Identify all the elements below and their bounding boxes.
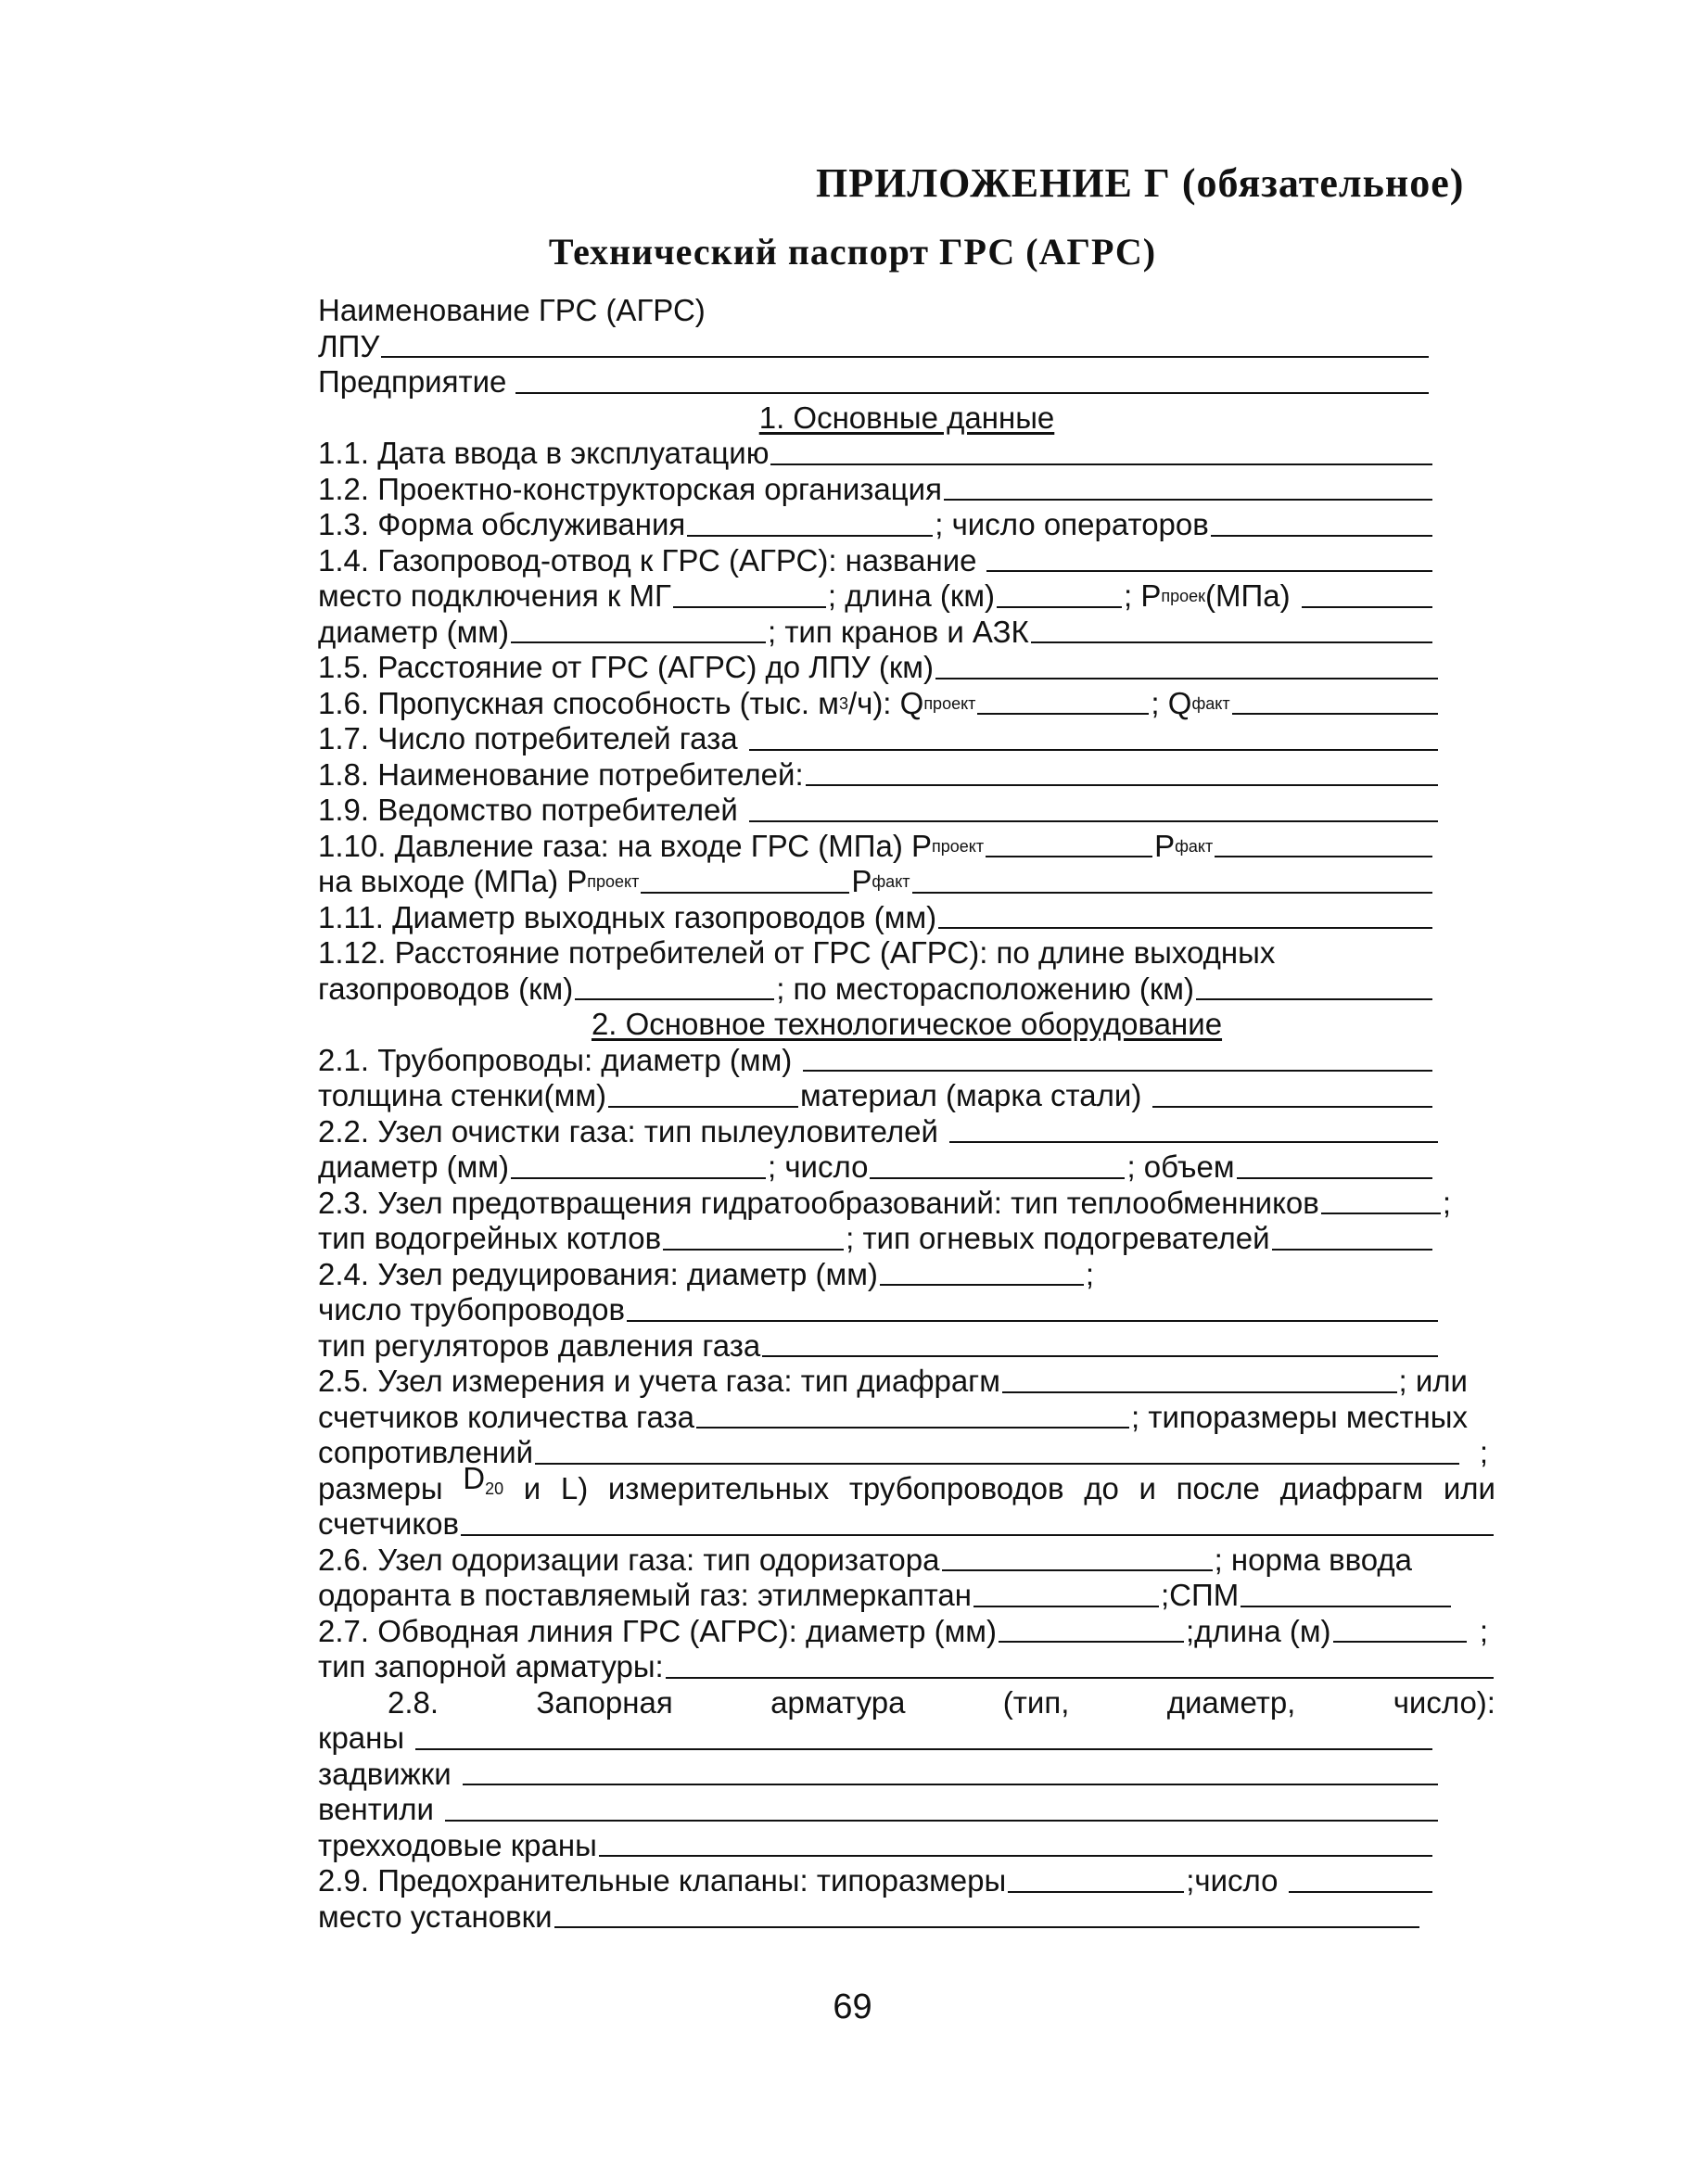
pipe-diameter-field[interactable]	[803, 1046, 1432, 1072]
inlet-pressure-actual-sub: факт	[1175, 836, 1214, 856]
odorizer-type-field[interactable]	[942, 1545, 1213, 1571]
regulators-field[interactable]	[762, 1331, 1438, 1357]
counters-field[interactable]	[461, 1510, 1494, 1536]
distance-lpu-field[interactable]	[935, 654, 1438, 679]
item-1-2-label: 1.2. Проектно-конструкторская организация	[318, 471, 942, 506]
item-2-4-line2	[318, 1292, 1440, 1328]
boilers-field[interactable]	[663, 1225, 844, 1251]
item-2-6	[318, 1543, 1412, 1579]
consumers-count-field[interactable]	[749, 725, 1438, 751]
item-2-5-line5	[318, 1506, 1495, 1543]
capacity-sup: 3	[838, 693, 848, 713]
enterprise-label: Предприятие	[318, 364, 507, 399]
taps-line	[318, 1721, 1434, 1757]
item-1-12-line2	[318, 971, 1434, 1008]
fire-heaters-field[interactable]	[1272, 1225, 1432, 1251]
relief-count-field[interactable]	[1289, 1867, 1432, 1893]
appendix-title: ПРИЛОЖЕНИЕ Г (обязательное)	[816, 160, 1465, 206]
capacity-actual-sub: факт	[1191, 693, 1230, 713]
threeway-field[interactable]	[599, 1831, 1432, 1857]
item-1-7-label: 1.7. Число потребителей газа	[318, 721, 738, 756]
length-field[interactable]	[997, 582, 1122, 608]
dust-catcher-type-field[interactable]	[949, 1117, 1438, 1143]
item-2-7-line2	[318, 1649, 1495, 1685]
steel-grade-label: материал (марка стали)	[800, 1078, 1142, 1112]
item-2-9	[318, 1863, 1434, 1899]
diaphragm-type-field[interactable]	[1002, 1367, 1397, 1393]
inlet-pressure-actual-field[interactable]	[1215, 832, 1432, 857]
relief-sizes-field[interactable]	[1008, 1867, 1184, 1893]
location-distance-label: ; по месторасположению (км)	[776, 971, 1194, 1006]
item-1-2	[318, 472, 1434, 508]
inlet-pressure-design-sub: проект	[931, 836, 985, 856]
item-2-9-line2	[318, 1899, 1421, 1936]
capacity-q-label: /ч): Q	[847, 685, 924, 720]
item-1-3	[318, 507, 1434, 543]
valves-field[interactable]	[445, 1796, 1438, 1822]
meters-field[interactable]	[696, 1403, 1129, 1428]
document-title: Технический паспорт ГРС (АГРС)	[548, 231, 1157, 273]
outlet-pressure-design-sub: проект	[587, 872, 640, 891]
item-2-5-label: 2.5. Узел измерения и учета газа: тип диафрагм	[318, 1364, 1000, 1398]
capacity-design-sub: проект	[923, 693, 976, 713]
item-2-8-word-2: арматура	[770, 1684, 906, 1720]
operators-label: ; число операторов	[935, 507, 1209, 541]
pipelines-word: трубопроводов	[848, 1470, 1064, 1505]
item-2-7-end: ;	[1479, 1613, 1488, 1648]
item-2-2-label: 2.2. Узел очистки газа: тип пылеуловителей	[318, 1113, 938, 1149]
outlet-pressure-actual-label: P	[851, 864, 872, 898]
measuring-word: измерительных	[607, 1470, 830, 1505]
item-2-5-line2	[318, 1400, 1468, 1436]
item-2-7	[318, 1614, 1488, 1650]
item-1-6	[318, 686, 1440, 722]
section2-heading-text: 2. Основное технологическое оборудование	[591, 1007, 1223, 1041]
enterprise-field[interactable]	[515, 368, 1429, 394]
item-1-7	[318, 721, 1440, 757]
meters-label: счетчиков количества газа	[318, 1399, 694, 1434]
dust-diameter-field[interactable]	[511, 1153, 766, 1179]
pressure-unit-label: (МПа)	[1205, 578, 1291, 613]
counters-label: счетчиков	[318, 1506, 460, 1541]
item-1-4-line2	[318, 578, 1434, 615]
operators-field[interactable]	[1211, 511, 1432, 537]
item-2-8-word-3: (тип,	[1002, 1684, 1070, 1720]
gates-line	[318, 1757, 1440, 1793]
item-1-9	[318, 793, 1440, 829]
fire-heaters-label: ; тип огневых подогревателей	[846, 1221, 1270, 1255]
design-org-field[interactable]	[944, 475, 1432, 501]
d20-letter: D	[463, 1460, 486, 1495]
d20-sub: 20	[485, 1479, 504, 1498]
item-2-4	[318, 1257, 1495, 1293]
item-1-1	[318, 436, 1434, 472]
or-word: или	[1443, 1470, 1495, 1505]
before-word: до	[1084, 1470, 1119, 1505]
diameter-field[interactable]	[511, 617, 766, 643]
gates-field[interactable]	[463, 1759, 1438, 1785]
item-2-4-line3	[318, 1328, 1440, 1365]
connection-place-field[interactable]	[673, 582, 826, 608]
outlet-diameter-field[interactable]	[938, 903, 1432, 929]
spm-field[interactable]	[1241, 1581, 1451, 1607]
item-2-3-label: 2.3. Узел предотвращения гидратообразований: тип теплообменников	[318, 1185, 1319, 1220]
valves-line	[318, 1792, 1440, 1828]
ethylmercaptan-label: одоранта в поставляемый газ: этилмеркаптан	[318, 1578, 972, 1612]
location-distance-field[interactable]	[1196, 974, 1432, 1000]
item-1-5	[318, 650, 1440, 686]
inlet-pressure-design-field[interactable]	[986, 832, 1152, 857]
taps-field[interactable]	[415, 1724, 1432, 1750]
item-2-5-line4	[318, 1460, 1495, 1507]
service-form-field[interactable]	[687, 511, 933, 537]
gates-label: задвижки	[318, 1756, 452, 1791]
local-resistance-label: ; типоразмеры местных	[1131, 1399, 1468, 1434]
install-place-label: место установки	[318, 1898, 553, 1934]
dust-diameter-label: диаметр (мм)	[318, 1149, 509, 1184]
capacity-label: 1.6. Пропускная способность (тыс. м	[318, 685, 839, 720]
outlet-pressure-design-field[interactable]	[641, 868, 849, 894]
lpu-line	[318, 329, 1431, 365]
passport-form	[318, 293, 1495, 1935]
item-1-12-label: 1.12. Расстояние потребителей от ГРС (АГРС): по длине выходных	[318, 935, 1276, 970]
item-2-4-end: ;	[1085, 1256, 1095, 1291]
diaphragms-word: диафрагм	[1279, 1470, 1424, 1505]
reduction-diameter-field[interactable]	[880, 1260, 1084, 1286]
relief-count-label: ;число	[1186, 1863, 1279, 1898]
outlet-pressure-label: на выходе (МПа) P	[318, 864, 588, 898]
name-line	[318, 293, 1495, 329]
item-2-1-line2	[318, 1078, 1434, 1114]
valves-label: вентили	[318, 1792, 434, 1826]
dust-volume-field[interactable]	[1237, 1153, 1432, 1179]
outlet-pressure-actual-field[interactable]	[912, 868, 1432, 894]
section1-heading	[318, 400, 1495, 437]
page-number: 69	[833, 1987, 872, 2026]
pressure-design-sub: проек	[1161, 587, 1206, 605]
name-label: Наименование ГРС (АГРС)	[318, 293, 706, 327]
boilers-label: тип водогрейных котлов	[318, 1221, 662, 1255]
consumers-names-field[interactable]	[806, 760, 1438, 786]
inlet-pressure-actual-label: P	[1154, 828, 1176, 863]
item-2-2	[318, 1114, 1440, 1150]
section1-heading-text: 1. Основные данные	[758, 400, 1055, 435]
item-2-8-number: 2.8.	[388, 1684, 439, 1720]
and-word-2: и	[1139, 1470, 1156, 1505]
consumers-department-field[interactable]	[749, 796, 1438, 822]
item-2-5-line3-end: ;	[1479, 1435, 1488, 1469]
pipelines-count-field[interactable]	[627, 1296, 1438, 1322]
capacity-actual-field[interactable]	[1232, 689, 1438, 715]
item-1-1-label: 1.1. Дата ввода в эксплуатацию	[318, 436, 770, 470]
pressure-design-field[interactable]	[1302, 582, 1432, 608]
pipelines-count-label: число трубопроводов	[318, 1292, 625, 1327]
shutoff-type-label: тип запорной арматуры:	[318, 1649, 664, 1683]
item-2-5-end: ; или	[1398, 1364, 1468, 1398]
item-2-6-label: 2.6. Узел одоризации газа: тип одоризатора	[318, 1542, 940, 1577]
item-1-3-label: 1.3. Форма обслуживания	[318, 507, 686, 541]
after-word: после	[1176, 1470, 1260, 1505]
item-2-2-line2	[318, 1149, 1434, 1186]
wall-thickness-label: толщина стенки(мм)	[318, 1078, 607, 1112]
inlet-pressure-label: 1.10. Давление газа: на входе ГРС (МПа) P	[318, 828, 932, 863]
item-2-3-end: ;	[1442, 1185, 1451, 1220]
enterprise-line	[318, 364, 1431, 400]
item-1-4	[318, 543, 1434, 579]
item-1-4-line3	[318, 615, 1434, 651]
wall-thickness-field[interactable]	[608, 1082, 798, 1108]
pressure-design-label: ; P	[1124, 578, 1162, 613]
bypass-length-field[interactable]	[1333, 1617, 1467, 1643]
item-2-7-label: 2.7. Обводная линия ГРС (АГРС): диаметр (мм)	[318, 1613, 997, 1648]
lpu-label: ЛПУ	[318, 328, 380, 363]
bypass-length-label: ;длина (м)	[1185, 1613, 1331, 1648]
install-place-field[interactable]	[554, 1902, 1419, 1928]
item-1-8-label: 1.8. Наименование потребителей:	[318, 756, 804, 792]
resistances-field[interactable]	[535, 1439, 1459, 1465]
item-2-6-line2	[318, 1578, 1453, 1614]
d20-word	[463, 1461, 503, 1507]
dust-count-field[interactable]	[870, 1153, 1125, 1179]
item-2-8-word-1: Запорная	[536, 1684, 673, 1720]
item-1-11	[318, 900, 1434, 936]
item-1-8	[318, 757, 1440, 794]
dimensions-word: размеры	[318, 1470, 443, 1505]
item-1-10-line2	[318, 864, 1434, 900]
branch-name-field[interactable]	[986, 546, 1432, 572]
connection-place-label: место подключения к МГ	[318, 578, 671, 613]
item-2-3-line2	[318, 1221, 1434, 1257]
pipeline-length-field[interactable]	[575, 974, 774, 1000]
threeway-line	[318, 1828, 1434, 1864]
valve-types-label: ; тип кранов и АЗК	[767, 614, 1029, 649]
item-2-1	[318, 1043, 1434, 1079]
valve-types-field[interactable]	[1031, 617, 1432, 643]
resistances-label: сопротивлений	[318, 1435, 534, 1469]
item-1-9-label: 1.9. Ведомство потребителей	[318, 793, 738, 827]
capacity-design-field[interactable]	[977, 689, 1149, 715]
item-2-3	[318, 1186, 1451, 1222]
taps-label: краны	[318, 1721, 405, 1755]
pipeline-length-label: газопроводов (км)	[318, 971, 574, 1006]
diameter-label: диаметр (мм)	[318, 614, 509, 649]
dust-volume-label: ; объем	[1126, 1149, 1235, 1184]
heat-exchangers-field[interactable]	[1321, 1188, 1441, 1214]
steel-grade-field[interactable]	[1152, 1082, 1432, 1108]
item-1-4-label: 1.4. Газопровод-отвод к ГРС (АГРС): название	[318, 542, 977, 578]
spm-label: ;СПМ	[1161, 1578, 1240, 1612]
dust-count-label: ; число	[767, 1149, 869, 1184]
commissioning-date-field[interactable]	[770, 439, 1432, 465]
item-1-11-label: 1.11. Диаметр выходных газопроводов (мм)	[318, 899, 937, 934]
item-1-12	[318, 935, 1495, 971]
item-2-5	[318, 1364, 1468, 1400]
item-2-8-word-4: диаметр,	[1166, 1684, 1296, 1720]
ethylmercaptan-field[interactable]	[973, 1581, 1159, 1607]
capacity-actual-label: ; Q	[1151, 685, 1192, 720]
item-1-5-label: 1.5. Расстояние от ГРС (АГРС) до ЛПУ (км)	[318, 650, 934, 684]
lpu-field[interactable]	[381, 332, 1429, 358]
item-1-10	[318, 829, 1434, 865]
outlet-pressure-actual-sub: факт	[872, 872, 910, 891]
item-2-9-label: 2.9. Предохранительные клапаны: типоразмеры	[318, 1863, 1007, 1898]
section2-heading	[318, 1007, 1495, 1043]
shutoff-type-field[interactable]	[666, 1653, 1494, 1679]
threeway-label: трехходовые краны	[318, 1827, 597, 1862]
length-label: ; длина (км)	[827, 578, 995, 613]
item-2-8	[318, 1685, 1495, 1721]
bypass-diameter-field[interactable]	[999, 1617, 1184, 1643]
item-2-4-label: 2.4. Узел редуцирования: диаметр (мм)	[318, 1256, 878, 1291]
and-word: и	[523, 1470, 541, 1505]
item-2-8-word-5: число):	[1393, 1684, 1495, 1720]
item-2-6-end: ; норма ввода	[1214, 1542, 1412, 1577]
l-word: L)	[560, 1470, 589, 1505]
item-2-1-label: 2.1. Трубопроводы: диаметр (мм)	[318, 1042, 793, 1077]
regulators-label: тип регуляторов давления газа	[318, 1327, 761, 1363]
